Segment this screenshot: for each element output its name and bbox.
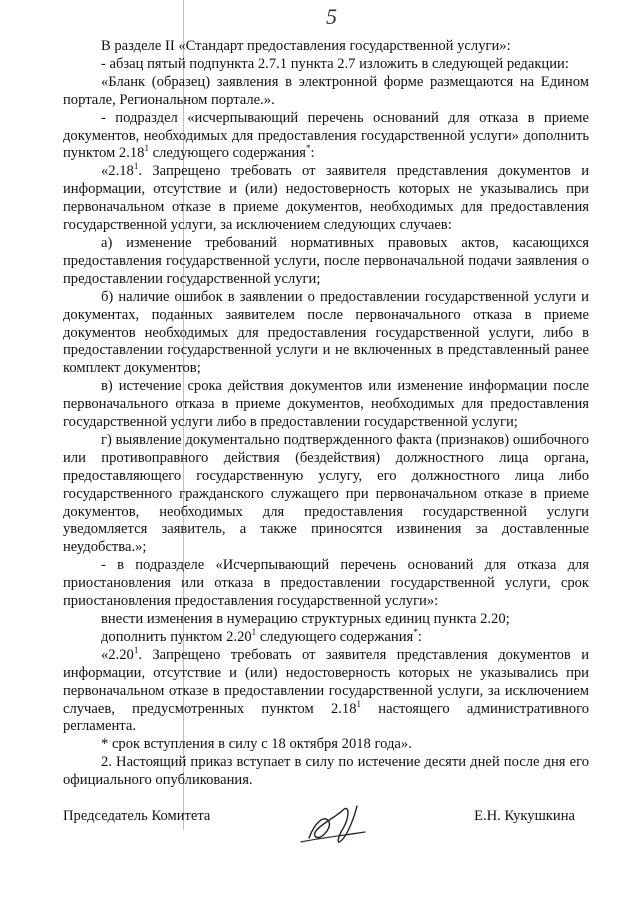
paragraph-text: следующего содержания [148, 145, 306, 162]
paragraph-text: дополнить пунктом 2.20 [101, 628, 252, 645]
superscript: 1 [144, 143, 149, 154]
paragraph-text: - подраздел «исчерпывающий перечень оснований для отказа в приеме документов, необходимых для предоставления государственной услуги» дополнить пунктом 2.18 [63, 109, 589, 162]
paragraph [63, 289, 589, 379]
paragraph-text: 2. Настоящий приказ вступает в силу по истечение десяти дней после дня его официального опубликования. [63, 754, 589, 789]
paragraph-text: . Запрещено требовать от заявителя представления документов и информации, отсутствие и (или) недостоверность которых не указывались при первоначальном отказе в приеме документов, необходимых для предоставления государственной услуги, за исключением следующих случаев: [63, 163, 589, 234]
paragraph-text: настоящего административного регламента. [63, 700, 589, 735]
paragraph [63, 110, 589, 164]
signature-block [63, 808, 589, 868]
paragraph-text: а) изменение требований нормативных правовых актов, касающихся предоставления государственной услуги, после первоначальной подачи заявления о предоставлении государственной услуги; [63, 234, 589, 287]
paragraph-text: «Бланк (образец) заявления в электронной форме размещаются на Едином портале, Региональном портале.». [63, 73, 589, 108]
paragraph [63, 235, 589, 289]
paragraph-text: В разделе II «Стандарт предоставления государственной услуги»: [101, 38, 511, 54]
paragraph [63, 74, 589, 110]
paragraph [63, 378, 589, 432]
superscript: 1 [356, 698, 362, 709]
document-body [63, 38, 589, 790]
paragraph-text: «2.18 [101, 163, 134, 180]
paragraph-text: - в подразделе «Исчерпывающий перечень оснований для отказа для приостановления или отказа в предоставлении государственной услуги, срок приостановления предоставления государственной услуги»: [63, 557, 589, 610]
paragraph-text: б) наличие ошибок в заявлении о предоставлении государственной услуги и документах, поданных заявителем после первоначального отказа в приеме документов необходимых для предоставления государственной услуги, либо в предоставлении государственной услуги и не включенных в представленный ранее комплект документов; [63, 288, 589, 377]
paragraph [63, 644, 589, 737]
paragraph-text: : [310, 145, 315, 162]
superscript: 1 [251, 627, 257, 638]
page-number: 5 [326, 4, 337, 29]
paragraph [63, 736, 589, 754]
paragraph [63, 56, 589, 74]
handwritten-signature [295, 792, 375, 852]
paragraph-text: «2.20 [101, 646, 134, 663]
paragraph [63, 432, 589, 557]
paragraph [63, 611, 589, 629]
paragraph [63, 629, 589, 647]
superscript: * [306, 143, 311, 154]
signer-name: Е.Н. Кукушкина [474, 808, 575, 824]
superscript: * [413, 627, 418, 638]
paragraph [63, 754, 589, 790]
paragraph-text: - абзац пятый подпункта 2.7.1 пункта 2.7 изложить в следующей редакции: [101, 55, 569, 72]
paragraph-text: внести изменения в нумерацию структурных единиц пункта 2.20; [101, 611, 510, 627]
paragraph-text: следующего содержания [256, 628, 414, 645]
paragraph [63, 38, 589, 56]
signer-title: Председатель Комитета [63, 808, 211, 824]
paragraph [63, 163, 589, 235]
superscript: 1 [133, 161, 139, 172]
paragraph-text: г) выявление документально подтвержденного факта (признаков) ошибочного или противоправного действия (бездействия) должностного лица органа, предоставляющего государственную услугу, его должностного лица либо государственного гражданского служащего при первоначальном отказе в приеме документов, необходимых для предоставления государственной услуги уведомляется заявитель, а также приносятся извинения за доставленные неудобства.»; [63, 431, 589, 556]
paragraph-text: : [417, 628, 422, 645]
paragraph-text: . Запрещено требовать от заявителя представления документов и информации, отсутствие и (или) недостоверность которых не указывались при первоначальном отказе в предоставлении государственной услуги, за исключением случаев, предусмотренных пунктом 2.18 [63, 646, 589, 717]
paragraph-text: в) истечение срока действия документов или изменение информации после первоначального отказа в приеме документов, необходимых для предоставления государственной услуги либо в предоставлении государственной услуги; [63, 378, 589, 431]
paragraph-text: * срок вступления в силу с 18 октября 2018 года». [101, 736, 412, 753]
paragraph [63, 557, 589, 611]
superscript: 1 [133, 644, 139, 655]
